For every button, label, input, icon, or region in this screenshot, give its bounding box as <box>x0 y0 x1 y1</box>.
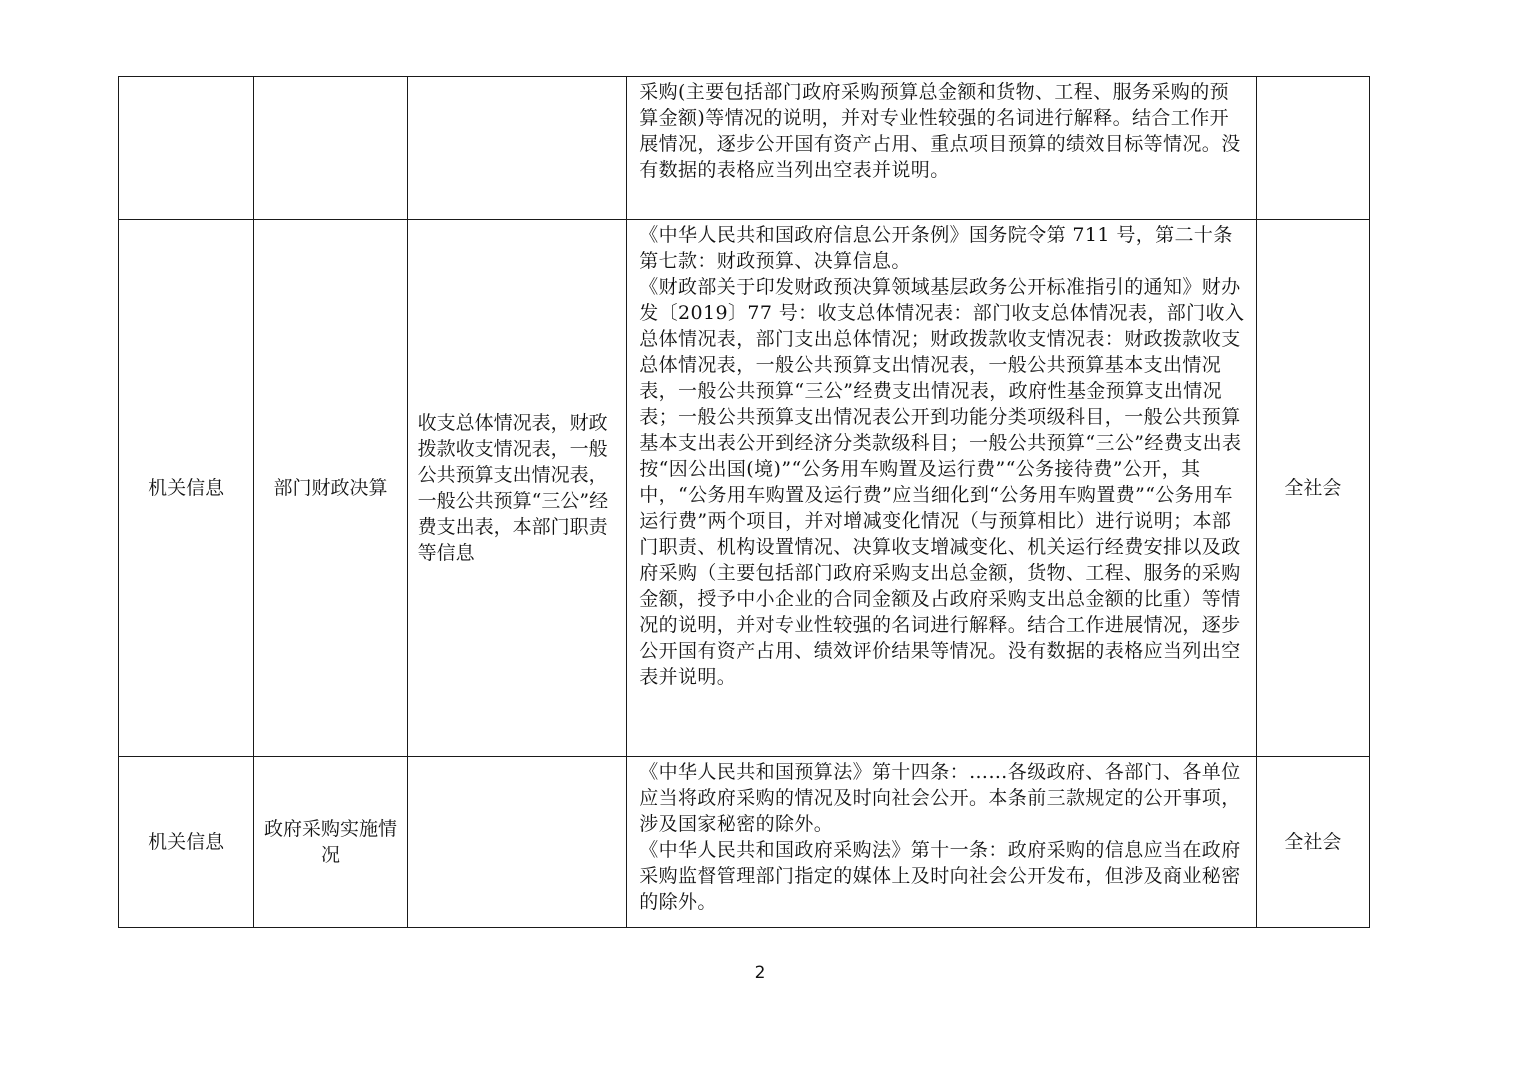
table-row <box>119 77 1370 220</box>
basis-paragraph: 采购(主要包括部门政府采购预算总金额和货物、工程、服务采购的预算金额)等情况的说明，并对专业性较强的名词进行解释。结合工作开展情况，逐步公开国有资产占用、重点项目预算的绩效目标等情况。没有数据的表格应当列出空表并说明。 <box>639 81 1241 181</box>
basis-paragraph: 《中华人民共和国政府信息公开条例》国务院令第 711 号，第二十条第七款：财政预算、决算信息。 <box>639 224 1233 272</box>
disclosure-table <box>118 76 1370 928</box>
basis-paragraph: 《财政部关于印发财政预决算领域基层政务公开标准指引的通知》财办发〔2019〕77 号：收支总体情况表：部门收支总体情况表，部门收入总体情况表，部门支出总体情况；财政拨款收支情况表：财政拨款收支总体情况表，一般公共预算支出情况表，一般公共预算基本支出情况表，一般公共预算“三公”经费支出情况表，政府性基金预算支出情况表；一般公共预算支出情况表公开到功能分类项级科目，一般公共预算基本支出表公开到经济分类款级科目；一般公共预算“三公”经费支出表按“因公出国(境)”“公务用车购置及运行费”“公务接待费”公开，其中，“公务用车购置及运行费”应当细化到“公务用车购置费”“公务用车运行费”两个项目，并对增减变化情况（与预算相比）进行说明；本部门职责、机构设置情况、决算收支增减变化、机关运行经费安排以及政府采购（主要包括部门政府采购支出总金额，货物、工程、服务的采购金额，授予中小企业的合同金额及占政府采购支出总金额的比重）等情况的说明，并对专业性较强的名词进行解释。结合工作进展情况，逐步公开国有资产占用、绩效评价结果等情况。没有数据的表格应当列出空表并说明。 <box>639 276 1245 688</box>
table-row <box>119 220 1370 757</box>
table-row <box>119 757 1370 928</box>
scope-cell: 全社会 <box>1256 757 1369 928</box>
content-cell <box>407 757 627 928</box>
category-cell <box>119 77 254 220</box>
page-number: 2 <box>754 963 766 983</box>
basis-paragraph: 《中华人民共和国预算法》第十四条：……各级政府、各部门、各单位应当将政府采购的情况及时向社会公开。本条前三款规定的公开事项，涉及国家秘密的除外。 <box>639 761 1241 835</box>
scope-cell: 全社会 <box>1256 220 1369 757</box>
category-cell: 机关信息 <box>119 757 254 928</box>
basis-paragraph: 《中华人民共和国政府采购法》第十一条：政府采购的信息应当在政府采购监督管理部门指定的媒体上及时向社会公开发布，但涉及商业秘密的除外。 <box>639 839 1241 913</box>
scope-cell <box>1256 77 1369 220</box>
item-cell: 部门财政决算 <box>254 220 407 757</box>
basis-cell <box>627 757 1257 928</box>
item-cell <box>254 77 407 220</box>
basis-cell <box>627 220 1257 757</box>
category-cell: 机关信息 <box>119 220 254 757</box>
basis-cell <box>627 77 1257 220</box>
item-cell: 政府采购实施情况 <box>254 757 407 928</box>
content-cell: 收支总体情况表，财政拨款收支情况表，一般公共预算支出情况表，一般公共预算“三公”经费支出表，本部门职责等信息 <box>407 220 627 757</box>
content-cell <box>407 77 627 220</box>
